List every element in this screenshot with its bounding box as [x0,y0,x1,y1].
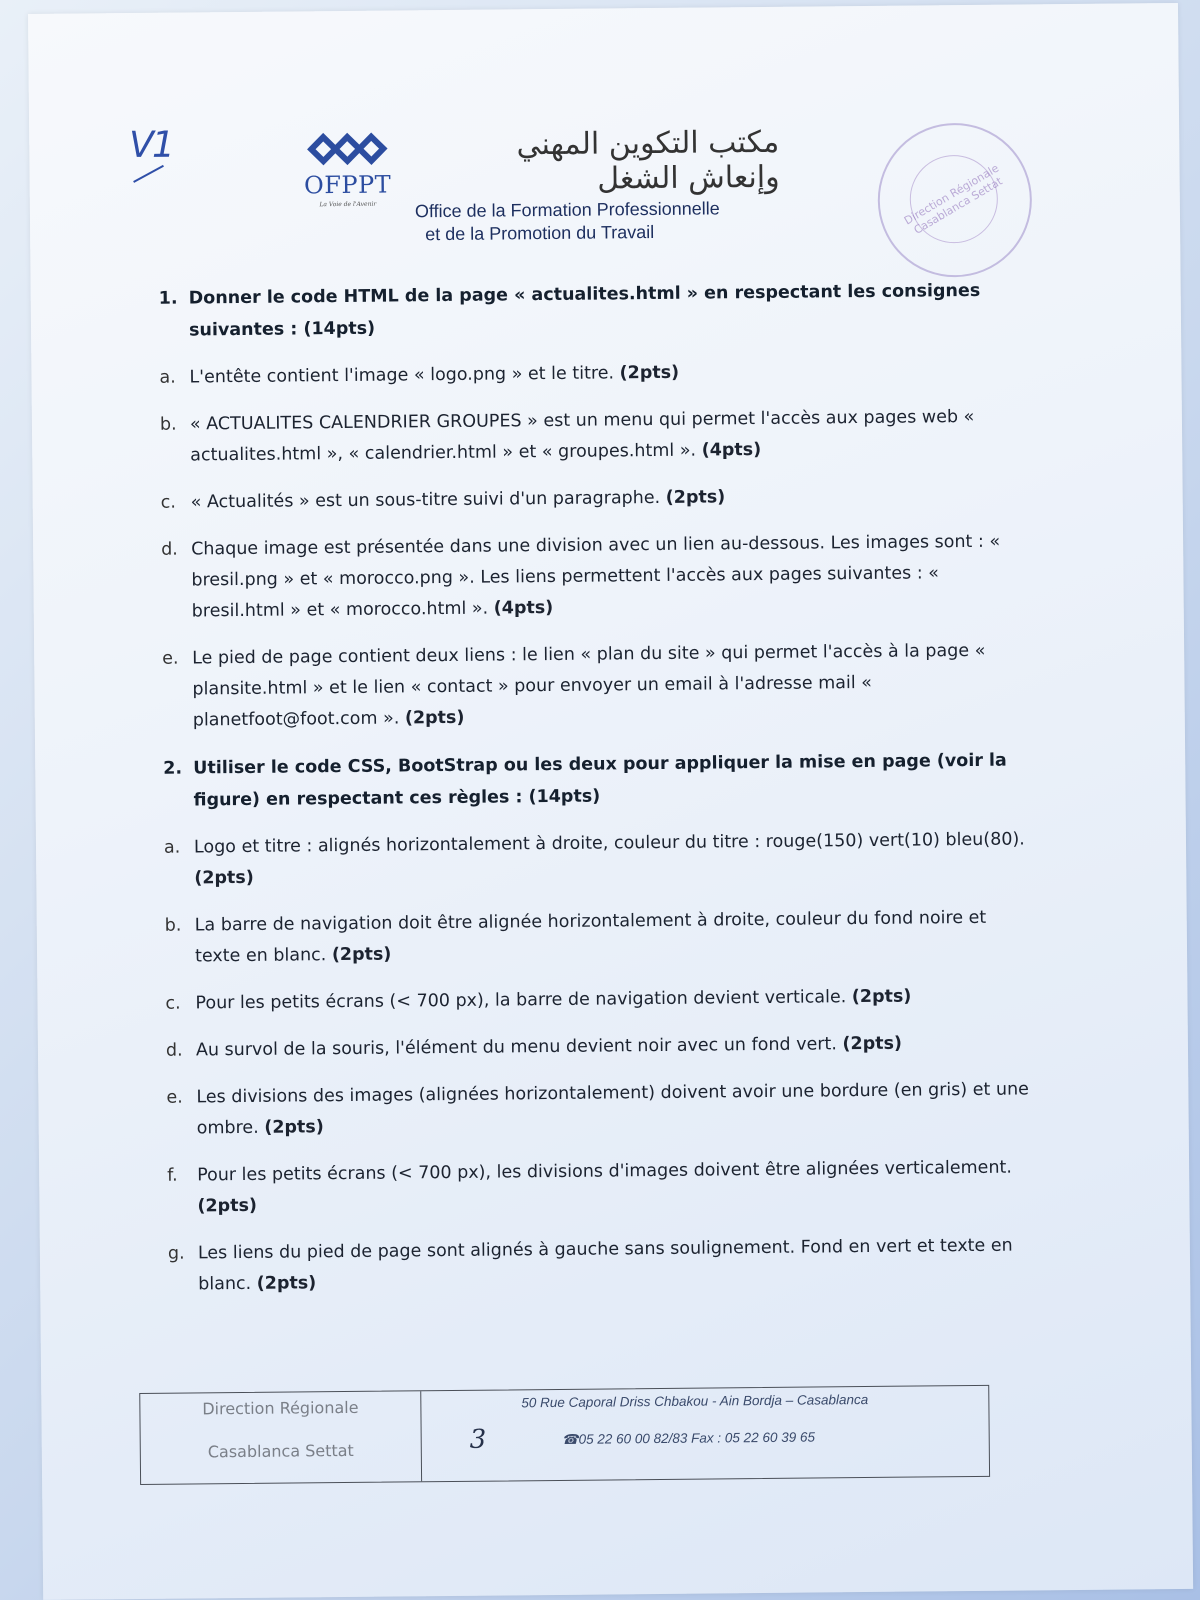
arabic-title: مكتب التكوين المهني وإنعاش الشغل [516,124,780,197]
item-text: Logo et titre : alignés horizontalement à droite, couleur du titre : rouge(150) vert(10) bleu(80). [193,829,1025,858]
item-letter: c. [160,492,176,513]
item-letter: c. [165,993,181,1014]
footer-address: 50 Rue Caporal Driss Chbakou - Ain Bordja – Casablanca [521,1391,869,1411]
question-2-item-f [159,1152,1040,1222]
question-1-item-c [153,479,1033,518]
ofppt-emblem-icon [305,129,389,170]
item-letter: d. [161,539,178,560]
question-text: Utiliser le code CSS, BootStrap ou les deux pour appliquer la mise en page (voir la figure) en respectant ces règles : (14pts) [193,750,1007,811]
question-2-item-d [158,1027,1038,1066]
question-2 [155,744,1036,816]
item-letter: a. [159,367,176,388]
footer-region-line-1: Direction Régionale [202,1397,359,1419]
item-text: Les liens du pied de page sont alignés à gauche sans soulignement. Fond en vert et texte en blanc. [197,1235,1013,1295]
item-letter: g. [167,1243,185,1264]
item-text: Au survol de la souris, l'élément du menu devient noir avec un fond vert. [195,1034,838,1061]
logo-name: OFPPT [303,170,392,200]
question-number: 1. [158,288,178,309]
item-text: La barre de navigation doit être alignée horizontalement à droite, couleur du fond noire et texte en blanc. [194,907,987,967]
page-footer [139,1385,990,1485]
office-title [415,197,720,246]
question-text: Donner le code HTML de la page « actualites.html » en respectant les consignes suivantes : (14pts) [188,280,981,341]
question-1-item-d [153,526,1034,627]
question-2-item-g [160,1230,1041,1300]
question-number: 2. [163,758,183,779]
question-2-item-a [156,824,1037,894]
stamp-text: Direction Régionale Casablanca Settat [901,161,1005,237]
question-2-item-b [157,902,1038,972]
question-1-item-e [154,635,1035,736]
item-letter: d. [165,1040,183,1061]
footer-phone: ☎05 22 60 00 82/83 Fax : 05 22 60 39 65 [561,1429,816,1447]
question-1-item-b [152,401,1033,471]
item-points: (2pts) [194,867,254,889]
ofppt-logo [297,128,398,208]
item-text: « Actualités » est un sous-titre suivi d'un paragraphe. [190,487,661,513]
item-text: Les divisions des images (alignées horizontalement) doivent avoir une bordure (en gris) et une ombre. [196,1079,1029,1139]
question-1-item-a [151,354,1031,393]
item-points: (2pts) [331,944,392,966]
item-letter: b. [159,414,177,435]
item-points: (2pts) [665,487,726,508]
item-letter: e. [162,648,179,669]
item-points: (2pts) [619,362,680,384]
office-line-2: et de la Promotion du Travail [425,221,655,245]
footer-region [140,1391,422,1484]
question-2-item-c [157,980,1037,1019]
item-points: (2pts) [851,986,912,1008]
item-text: Le pied de page contient deux liens : le lien « plan du site » qui permet l'accès à la page « plansite.html » et le lien « contact » pour envoyer un email à l'adresse mail « planetfoot@foot.com ». [192,640,986,731]
item-points: (2pts) [197,1195,258,1217]
official-stamp [877,122,1032,277]
page-number: 3 [469,1424,487,1455]
version-mark: V1 [129,124,173,167]
footer-region-line-2: Casablanca Settat [207,1440,354,1462]
item-text: Chaque image est présentée dans une division avec un lien au-dessous. Les images sont : « bresil.png » et « morocco.png ». Les liens permettent l'accès aux pages suivantes : « bresil.html » et « morocco.html ». [191,531,1001,622]
footer-contact [421,1386,989,1481]
item-letter: b. [164,915,182,936]
question-1 [151,274,1032,346]
item-text: Pour les petits écrans (< 700 px), les divisions d'images doivent être alignées verticalement. [197,1157,1013,1186]
document-page [28,3,1193,1600]
question-2-item-e [158,1074,1039,1144]
item-points: (4pts) [493,597,554,619]
logo-tagline: La Voie de l'Avenir [319,200,377,209]
item-letter: a. [163,837,181,858]
item-letter: e. [166,1087,183,1108]
item-text: Pour les petits écrans (< 700 px), la barre de navigation devient verticale. [195,987,847,1014]
item-points: (2pts) [264,1117,324,1138]
item-points: (2pts) [842,1033,903,1055]
item-points: (2pts) [404,707,465,729]
version-underline [133,165,164,183]
item-text: « ACTUALITES CALENDRIER GROUPES » est un menu qui permet l'accès aux pages web « actualites.html », « calendrier.html » et « groupes.html ». [189,406,975,466]
office-line-1: Office de la Formation Professionnelle [414,198,720,222]
item-letter: f. [167,1165,178,1186]
exam-questions [151,274,1041,1316]
item-points: (4pts) [701,439,762,461]
item-points: (2pts) [256,1273,317,1294]
item-text: L'entête contient l'image « logo.png » et le titre. [189,363,615,388]
